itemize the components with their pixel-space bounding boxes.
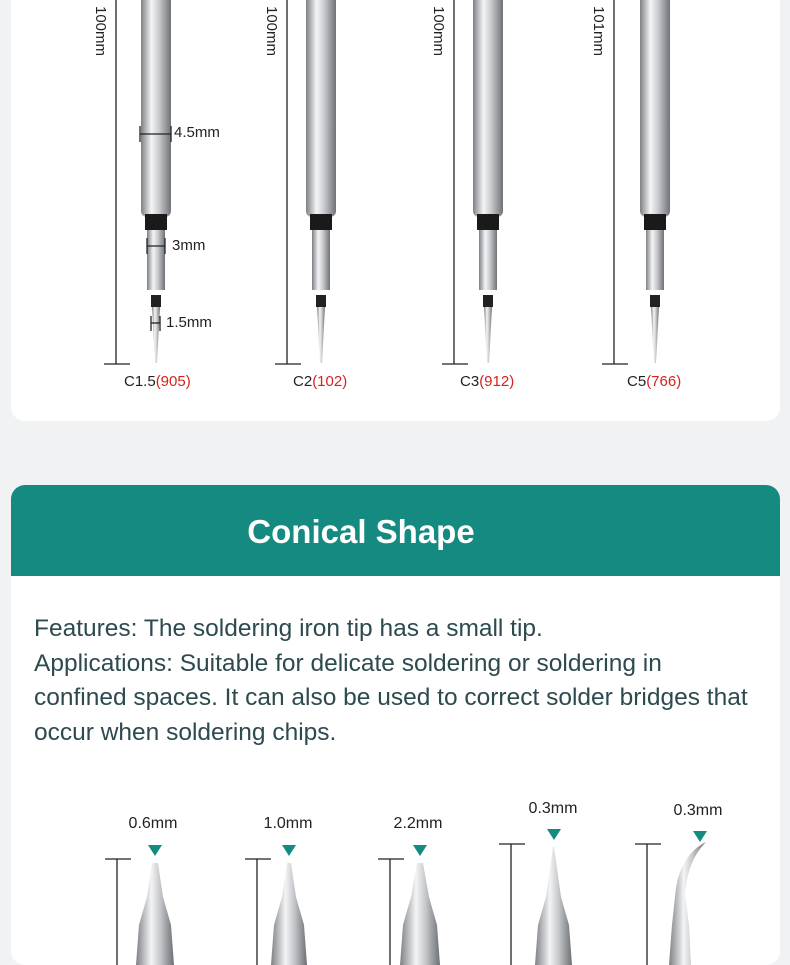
section-title: Conical Shape bbox=[247, 513, 475, 550]
conical-tips-illustration bbox=[11, 485, 780, 965]
marker-triangle-icon bbox=[282, 845, 296, 856]
tip-c5-drawing bbox=[640, 0, 670, 363]
conical-tip-0-3mm-bent bbox=[669, 842, 706, 965]
size-label-1: 0.6mm bbox=[128, 815, 178, 832]
marker-triangle-icon bbox=[547, 829, 561, 840]
tip-height-lines bbox=[105, 844, 661, 965]
marker-triangle-icon bbox=[413, 845, 427, 856]
tip-c1-5-drawing bbox=[141, 0, 171, 363]
length-label-c1-5: 100mm bbox=[92, 6, 109, 57]
conical-tip-0-3mm-straight bbox=[535, 847, 572, 965]
length-dimension-lines bbox=[104, 0, 628, 364]
conical-tip-2-2mm bbox=[400, 863, 440, 965]
dim-3mm: 3mm bbox=[172, 237, 206, 254]
marker-triangle-icon bbox=[148, 845, 162, 856]
code-text: C5 bbox=[627, 373, 647, 390]
length-label-c2: 100mm bbox=[263, 6, 280, 57]
conical-tip-1-0mm bbox=[271, 863, 307, 965]
code-number: (102) bbox=[312, 373, 348, 390]
code-text: C3 bbox=[460, 373, 480, 390]
tip-c2-drawing bbox=[306, 0, 336, 363]
code-number: (912) bbox=[479, 373, 515, 390]
length-label-c5: 101mm bbox=[590, 6, 607, 57]
length-label-c3: 100mm bbox=[430, 6, 447, 57]
tip-code-c5 bbox=[627, 373, 681, 390]
conical-shape-card bbox=[11, 485, 780, 965]
marker-triangle-icon bbox=[693, 831, 707, 842]
features-line: Features: The soldering iron tip has a small tip. bbox=[34, 615, 543, 642]
code-number: (905) bbox=[155, 373, 191, 390]
tip-code-c3 bbox=[460, 373, 514, 390]
size-label-5: 0.3mm bbox=[673, 802, 723, 819]
tips-illustration bbox=[11, 0, 780, 421]
code-number: (766) bbox=[646, 373, 682, 390]
code-text: C1.5 bbox=[124, 373, 156, 390]
size-label-3: 2.2mm bbox=[393, 815, 443, 832]
dim-4-5mm: 4.5mm bbox=[174, 124, 220, 141]
applications-line: Applications: Suitable for delicate soldering or soldering in confined spaces. It can also be used to correct solder bridges that occur when soldering chips. bbox=[34, 649, 748, 746]
conical-tip-0-6mm bbox=[136, 863, 174, 965]
tip-code-c1-5 bbox=[124, 373, 191, 390]
code-text: C2 bbox=[293, 373, 313, 390]
dim-1-5mm: 1.5mm bbox=[166, 314, 212, 331]
tip-code-c2 bbox=[293, 373, 347, 390]
tip-dimensions-card bbox=[11, 0, 780, 421]
size-label-4: 0.3mm bbox=[528, 800, 578, 817]
tip-c3-drawing bbox=[473, 0, 503, 363]
size-label-2: 1.0mm bbox=[263, 815, 313, 832]
